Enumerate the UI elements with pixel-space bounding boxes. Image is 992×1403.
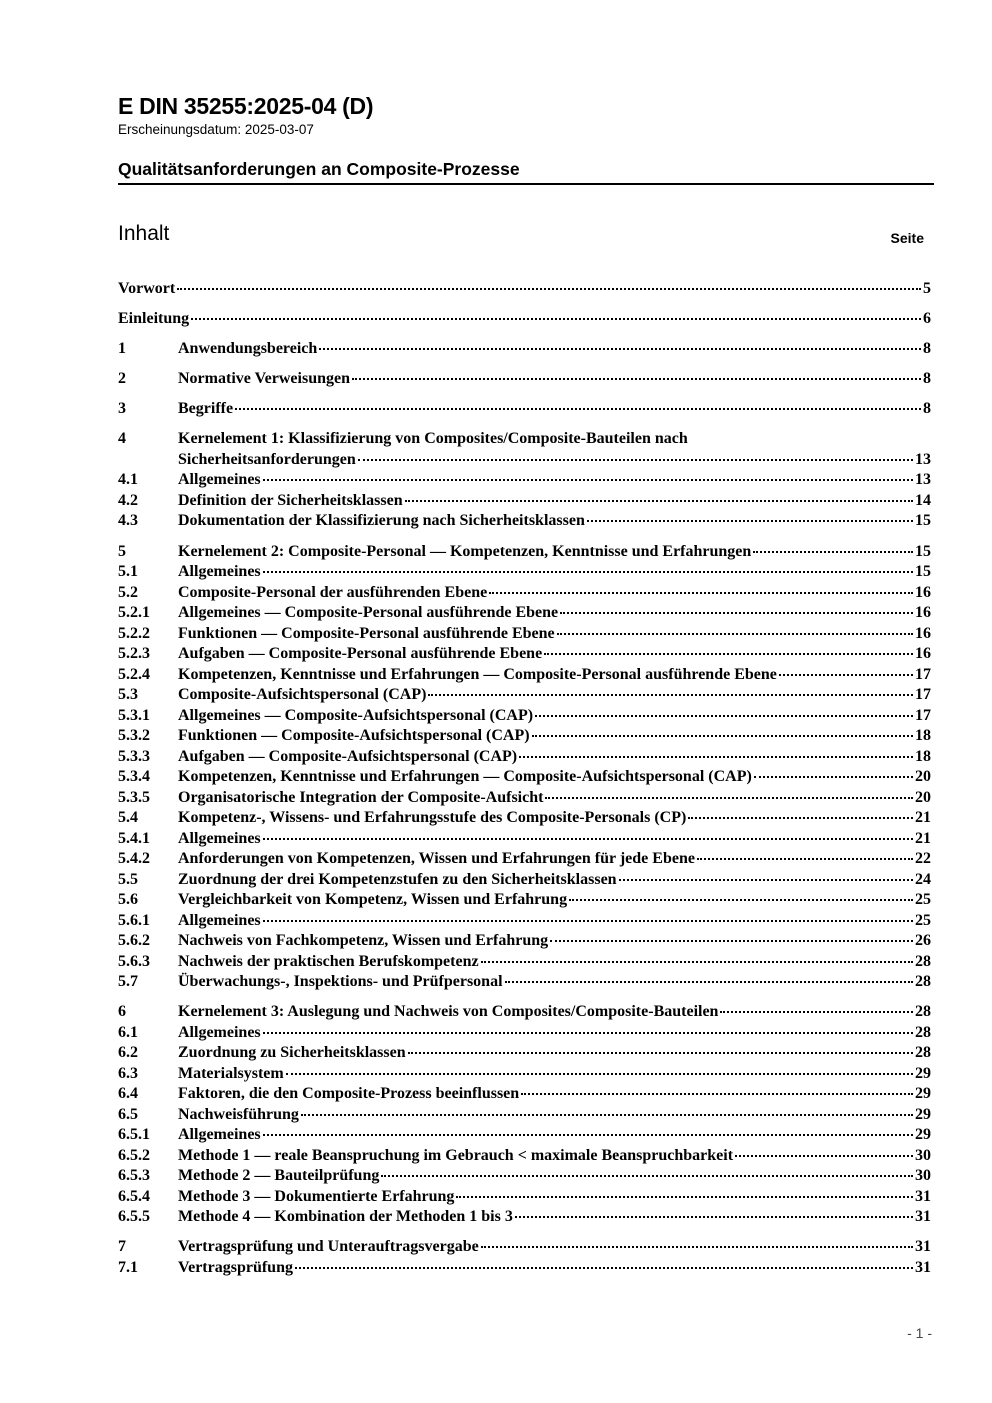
- dot-leader: [381, 1175, 913, 1177]
- toc-entry-title: Normative Verweisungen: [178, 370, 350, 388]
- toc-entry-page: 16: [915, 645, 931, 663]
- toc-entry-number: 5.4: [118, 809, 138, 827]
- toc-entry-page: 21: [915, 829, 931, 847]
- toc-entry-page: 17: [915, 686, 931, 704]
- toc-entry-page: 29: [915, 1126, 931, 1144]
- toc-entry[interactable]: [118, 491, 931, 512]
- toc-entry-number: 5.3.5: [118, 788, 150, 806]
- toc-entry-page: 13: [915, 450, 931, 468]
- dot-leader: [545, 797, 913, 799]
- dot-leader: [295, 1267, 913, 1269]
- dot-leader: [263, 1032, 913, 1034]
- toc-entry[interactable]: [118, 747, 931, 768]
- toc-entry-number: 6.2: [118, 1044, 138, 1062]
- dot-leader: [456, 1196, 913, 1198]
- dot-leader: [177, 288, 921, 290]
- toc-entry-page: 29: [915, 1105, 931, 1123]
- toc-entry[interactable]: [118, 470, 931, 491]
- toc-entry-page: 22: [915, 850, 931, 868]
- table-of-contents: [118, 279, 931, 1288]
- toc-group: [118, 309, 931, 330]
- dot-leader: [263, 838, 913, 840]
- dot-leader: [505, 981, 913, 983]
- toc-entry-title: Allgemeines — Composite-Personal ausführende Ebene: [178, 604, 559, 622]
- toc-entry-title: Kompetenzen, Kenntnisse und Erfahrungen — Composite-Aufsichtspersonal (CAP): [178, 768, 752, 786]
- toc-entry-page: 20: [915, 788, 931, 806]
- dot-leader: [569, 899, 913, 901]
- toc-entry[interactable]: [118, 542, 931, 563]
- toc-entry-title: Nachweisführung: [178, 1105, 299, 1123]
- toc-entry-page: 31: [915, 1258, 931, 1276]
- dot-leader: [358, 459, 913, 461]
- toc-entry-title: Anforderungen von Kompetenzen, Wissen und Erfahrungen für jede Ebene: [178, 850, 695, 868]
- toc-entry-page: 18: [915, 727, 931, 745]
- toc-entry-page: 29: [915, 1064, 931, 1082]
- toc-entry-page: 31: [915, 1208, 931, 1226]
- toc-entry[interactable]: [118, 399, 931, 420]
- dot-leader: [352, 378, 921, 380]
- toc-entry-page: 28: [915, 1023, 931, 1041]
- dot-leader: [688, 817, 913, 819]
- toc-entry[interactable]: [118, 511, 931, 532]
- dot-leader: [481, 1246, 913, 1248]
- toc-entry-number: 6.5: [118, 1105, 138, 1123]
- toc-entry-number: 6.1: [118, 1023, 138, 1041]
- toc-entry-title: Zuordnung zu Sicherheitsklassen: [178, 1044, 406, 1062]
- toc-entry-number: 5.2.2: [118, 624, 150, 642]
- toc-entry[interactable]: [118, 1105, 931, 1126]
- toc-entry-title: Allgemeines: [178, 471, 261, 489]
- toc-entry-title: Anwendungsbereich: [178, 340, 318, 358]
- toc-entry-title: Allgemeines: [178, 1126, 261, 1144]
- toc-entry[interactable]: [118, 972, 931, 993]
- toc-entry-page: 21: [915, 809, 931, 827]
- toc-group: [118, 279, 931, 300]
- toc-entry-page: 8: [923, 400, 931, 418]
- dot-leader: [319, 348, 921, 350]
- toc-entry-number: 4: [118, 430, 126, 448]
- dot-leader: [587, 520, 913, 522]
- toc-heading: Inhalt: [118, 222, 170, 245]
- toc-entry-title: Methode 4 — Kombination der Methoden 1 bis 3: [178, 1208, 513, 1226]
- toc-entry-number: 5.2.1: [118, 604, 150, 622]
- toc-entry-page: 25: [915, 911, 931, 929]
- dot-leader: [263, 1134, 913, 1136]
- toc-group: [118, 429, 931, 532]
- toc-entry-page: 28: [915, 1044, 931, 1062]
- toc-entry[interactable]: [118, 952, 931, 973]
- toc-entry-page: 30: [915, 1167, 931, 1185]
- toc-entry-number: 6.5.1: [118, 1126, 150, 1144]
- toc-entry-title-continued: Sicherheitsanforderungen: [178, 450, 356, 468]
- toc-entry-title: Methode 3 — Dokumentierte Erfahrung: [178, 1187, 455, 1205]
- toc-entry-number: 7: [118, 1238, 126, 1256]
- toc-entry[interactable]: [118, 1125, 931, 1146]
- toc-entry-page: 14: [915, 491, 931, 509]
- toc-entry-title: Allgemeines: [178, 563, 261, 581]
- dot-leader: [263, 571, 913, 573]
- toc-entry-title: Überwachungs-, Inspektions- und Prüfpersonal: [178, 973, 503, 991]
- toc-entry-title: Allgemeines: [178, 829, 261, 847]
- toc-entry-title: Einleitung: [118, 310, 190, 328]
- toc-entry-page: 25: [915, 891, 931, 909]
- toc-entry[interactable]: [118, 726, 931, 747]
- toc-entry[interactable]: [118, 890, 931, 911]
- dot-leader: [405, 500, 913, 502]
- toc-entry-page: 30: [915, 1146, 931, 1164]
- toc-entry-title: Materialsystem: [178, 1064, 284, 1082]
- toc-entry-title: Aufgaben — Composite-Personal ausführende Ebene: [178, 645, 543, 663]
- toc-entry-number: 5.7: [118, 973, 138, 991]
- toc-entry-number: 6.5.4: [118, 1187, 150, 1205]
- toc-entry-title: Vertragsprüfung: [178, 1258, 293, 1276]
- toc-entry-number: 3: [118, 400, 126, 418]
- toc-entry-title: Dokumentation der Klassifizierung nach Sicherheitsklassen: [178, 512, 585, 530]
- dot-leader: [619, 879, 913, 881]
- toc-group: [118, 1002, 931, 1228]
- toc-entry-page: 31: [915, 1238, 931, 1256]
- toc-entry-page: 29: [915, 1085, 931, 1103]
- toc-entry-number: 5.2.4: [118, 665, 150, 683]
- toc-entry-title: Faktoren, die den Composite-Prozess beeinflussen: [178, 1085, 520, 1103]
- toc-entry-title: Composite-Personal der ausführenden Ebene: [178, 583, 488, 601]
- toc-entry[interactable]: [118, 665, 931, 686]
- dot-leader: [408, 1052, 913, 1054]
- toc-entry-number: 6.4: [118, 1085, 138, 1103]
- toc-entry[interactable]: [118, 1043, 931, 1064]
- toc-entry-page: 15: [915, 563, 931, 581]
- toc-entry[interactable]: [118, 931, 931, 952]
- toc-entry-page: 8: [923, 340, 931, 358]
- toc-entry-number: 5.3: [118, 686, 138, 704]
- toc-entry-title: Methode 1 — reale Beanspruchung im Gebrauch < maximale Beanspruchbarkeit: [178, 1146, 734, 1164]
- toc-entry-number: 5.3.4: [118, 768, 150, 786]
- toc-entry-title: Zuordnung der drei Kompetenzstufen zu den Sicherheitsklassen: [178, 870, 617, 888]
- toc-entry-number: 6.5.3: [118, 1167, 150, 1185]
- toc-entry[interactable]: [118, 1237, 931, 1258]
- toc-entry-title: Kompetenz-, Wissens- und Erfahrungsstufe des Composite-Personals (CP): [178, 809, 687, 827]
- toc-entry[interactable]: [118, 279, 931, 300]
- toc-group: [118, 339, 931, 360]
- toc-entry-number: 5.6.1: [118, 911, 150, 929]
- toc-group: [118, 369, 931, 390]
- toc-entry-title: Definition der Sicherheitsklassen: [178, 491, 403, 509]
- toc-entry-page: 28: [915, 1003, 931, 1021]
- toc-entry-title: Aufgaben — Composite-Aufsichtspersonal (CAP): [178, 747, 518, 765]
- dot-leader: [519, 756, 913, 758]
- toc-entry-number: 6.3: [118, 1064, 138, 1082]
- dot-leader: [544, 653, 913, 655]
- dot-leader: [235, 408, 921, 410]
- toc-entry[interactable]: [118, 1187, 931, 1208]
- toc-entry-page: 16: [915, 624, 931, 642]
- toc-entry[interactable]: [118, 911, 931, 932]
- toc-entry-number: 5.4.1: [118, 829, 150, 847]
- toc-entry-number: 6.5.5: [118, 1208, 150, 1226]
- toc-entry-number: 5.1: [118, 563, 138, 581]
- toc-entry-number: 4.1: [118, 471, 138, 489]
- toc-entry[interactable]: [118, 1146, 931, 1167]
- dot-leader: [263, 479, 913, 481]
- toc-entry-page: 17: [915, 665, 931, 683]
- toc-entry-number: 5.5: [118, 870, 138, 888]
- toc-entry-page: 13: [915, 471, 931, 489]
- toc-entry[interactable]: [118, 1258, 931, 1279]
- toc-entry[interactable]: [118, 829, 931, 850]
- toc-entry-title: Allgemeines: [178, 1023, 261, 1041]
- dot-leader: [286, 1073, 913, 1075]
- dot-leader: [720, 1011, 913, 1013]
- toc-entry[interactable]: [118, 1084, 931, 1105]
- toc-entry[interactable]: [118, 309, 931, 330]
- toc-entry-title: Vergleichbarkeit von Kompetenz, Wissen und Erfahrung: [178, 891, 568, 909]
- toc-entry-line[interactable]: [118, 450, 931, 471]
- toc-entry-page: 18: [915, 747, 931, 765]
- toc-entry-number: 5.2: [118, 583, 138, 601]
- toc-entry[interactable]: [118, 603, 931, 624]
- toc-entry[interactable]: [118, 685, 931, 706]
- dot-leader: [779, 674, 913, 676]
- toc-entry[interactable]: [118, 644, 931, 665]
- toc-entry-title: Kompetenzen, Kenntnisse und Erfahrungen — Composite-Personal ausführende Ebene: [178, 665, 777, 683]
- toc-entry-title: Kernelement 2: Composite-Personal — Kompetenzen, Kenntnisse und Erfahrungen: [178, 542, 752, 560]
- toc-entry-page: 16: [915, 583, 931, 601]
- toc-entry[interactable]: [118, 369, 931, 390]
- toc-entry-page: 24: [915, 870, 931, 888]
- toc-entry-number: 5.6.3: [118, 952, 150, 970]
- toc-entry[interactable]: [118, 339, 931, 360]
- toc-entry[interactable]: [118, 808, 931, 829]
- toc-entry[interactable]: [118, 583, 931, 604]
- toc-entry[interactable]: [118, 1023, 931, 1044]
- toc-entry-number: 5.3.1: [118, 706, 150, 724]
- toc-entry-title: Methode 2 — Bauteilprüfung: [178, 1167, 380, 1185]
- toc-entry-number: 1: [118, 340, 126, 358]
- toc-entry-number: 5.6.2: [118, 932, 150, 950]
- toc-entry-title: Vorwort: [118, 280, 176, 297]
- page-column-label: Seite: [890, 230, 924, 246]
- toc-entry-title: Composite-Aufsichtspersonal (CAP): [178, 686, 427, 704]
- toc-entry-number: 5.3.2: [118, 727, 150, 745]
- dot-leader: [301, 1114, 913, 1116]
- toc-entry[interactable]: [118, 562, 931, 583]
- toc-entry-number: 7.1: [118, 1258, 138, 1276]
- toc-entry-page: 15: [915, 542, 931, 560]
- dot-leader: [735, 1155, 913, 1157]
- toc-entry[interactable]: [118, 788, 931, 809]
- toc-entry-page: 26: [915, 932, 931, 950]
- toc-entry[interactable]: [118, 767, 931, 788]
- toc-entry[interactable]: [118, 1064, 931, 1085]
- toc-group: [118, 1237, 931, 1278]
- toc-entry-title: Nachweis der praktischen Berufskompetenz: [178, 952, 479, 970]
- toc-entry-title: Allgemeines: [178, 911, 261, 929]
- dot-leader: [489, 592, 913, 594]
- toc-entry[interactable]: [118, 1207, 931, 1228]
- toc-entry-number: 5.4.2: [118, 850, 150, 868]
- toc-entry-title: Funktionen — Composite-Aufsichtspersonal (CAP): [178, 727, 530, 745]
- document-title: Qualitätsanforderungen an Composite-Prozesse: [118, 158, 934, 185]
- toc-entry-page: 15: [915, 512, 931, 530]
- dot-leader: [191, 318, 921, 320]
- toc-entry-number: 4.3: [118, 512, 138, 530]
- dot-leader: [753, 551, 913, 553]
- toc-entry-page: 28: [915, 973, 931, 991]
- toc-entry-title: Organisatorische Integration der Composite-Aufsicht: [178, 788, 544, 806]
- toc-entry-page: 20: [915, 768, 931, 786]
- dot-leader: [697, 858, 913, 860]
- document-header: [118, 92, 934, 185]
- dot-leader: [428, 694, 913, 696]
- dot-leader: [550, 940, 913, 942]
- toc-entry-title: Nachweis von Fachkompetenz, Wissen und Erfahrung: [178, 932, 549, 950]
- toc-entry[interactable]: [118, 849, 931, 870]
- publication-date: Erscheinungsdatum: 2025-03-07: [118, 122, 314, 137]
- document-id: E DIN 35255:2025-04 (D): [118, 93, 374, 119]
- toc-entry-page: 28: [915, 952, 931, 970]
- toc-entry-page: 31: [915, 1187, 931, 1205]
- toc-entry-number: 2: [118, 370, 126, 388]
- page-number: - 1 -: [907, 1325, 932, 1341]
- dot-leader: [515, 1216, 913, 1218]
- toc-entry-page: 17: [915, 706, 931, 724]
- toc-entry-title: Vertragsprüfung und Unterauftragsvergabe: [178, 1238, 479, 1256]
- toc-entry-number: 5.6: [118, 891, 138, 909]
- toc-entry-title: Begriffe: [178, 400, 234, 418]
- toc-entry-title: Allgemeines — Composite-Aufsichtspersonal (CAP): [178, 706, 534, 724]
- dot-leader: [535, 715, 913, 717]
- toc-entry[interactable]: [118, 870, 931, 891]
- toc-entry-number: 6.5.2: [118, 1146, 150, 1164]
- toc-group: [118, 399, 931, 420]
- toc-group: [118, 542, 931, 993]
- dot-leader: [754, 776, 913, 778]
- toc-entry-number: 5: [118, 542, 126, 560]
- toc-entry-number: 6: [118, 1003, 126, 1021]
- toc-entry-page: 16: [915, 604, 931, 622]
- dot-leader: [521, 1093, 913, 1095]
- toc-entry[interactable]: [118, 1002, 931, 1023]
- dot-leader: [532, 735, 913, 737]
- toc-entry-number: 5.3.3: [118, 747, 150, 765]
- toc-entry-title: Kernelement 3: Auslegung und Nachweis von Composites/Composite-Bauteilen: [178, 1003, 719, 1021]
- toc-entry-page: 8: [923, 370, 931, 388]
- toc-entry-number: 5.2.3: [118, 645, 150, 663]
- dot-leader: [263, 920, 913, 922]
- toc-entry[interactable]: [118, 706, 931, 727]
- toc-entry-page: 5: [923, 280, 931, 297]
- toc-entry-title: Kernelement 1: Klassifizierung von Composites/Composite-Bauteilen nach: [178, 430, 688, 448]
- toc-entry[interactable]: [118, 624, 931, 645]
- toc-entry-line[interactable]: [118, 429, 931, 450]
- toc-entry-number: 4.2: [118, 491, 138, 509]
- dot-leader: [481, 961, 913, 963]
- toc-entry-page: 6: [923, 310, 931, 328]
- dot-leader: [557, 633, 913, 635]
- toc-entry-title: Funktionen — Composite-Personal ausführende Ebene: [178, 624, 555, 642]
- toc-entry[interactable]: [118, 1166, 931, 1187]
- dot-leader: [560, 612, 913, 614]
